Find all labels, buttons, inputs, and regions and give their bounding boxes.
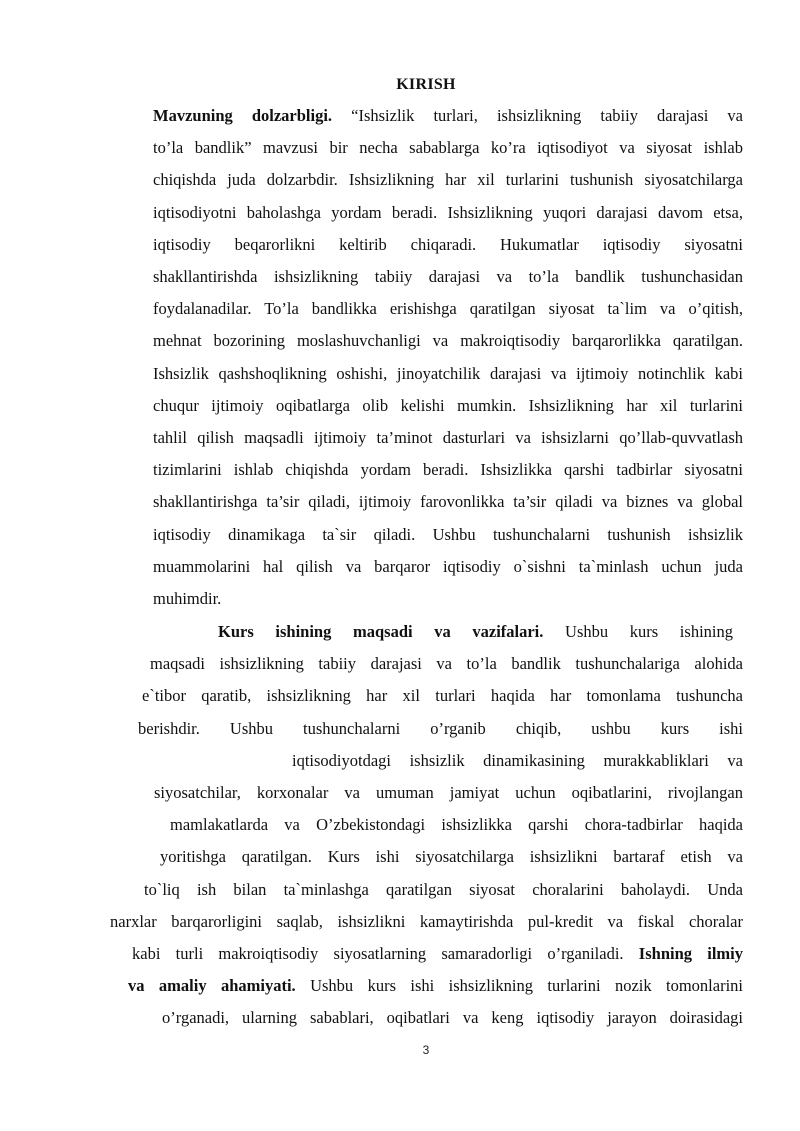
text-line: berishdir. Ushbu tushunchalarni o’rganib chiqib, ushbu kurs ishi — [138, 718, 743, 738]
text-line: Mavzuning dolzarbligi. “Ishsizlik turlari, ishsizlikning tabiiy darajasi va — [153, 106, 743, 125]
paragraph-goals — [110, 616, 743, 1035]
text-line: narxlar barqarorligini saqlab, ishsizlikni kamaytirishda pul-kredit va fiskal choralar — [110, 911, 743, 931]
text-line: tahlil qilish maqsadli ijtimoiy ta’minot dasturlari va ishsizlarni qo’llab-quvvatlash — [153, 428, 743, 448]
page-heading: KIRISH — [396, 76, 456, 93]
paragraph-relevance — [117, 100, 743, 615]
text-line: maqsadi ishsizlikning tabiiy darajasi va to’la bandlik tushunchalariga alohida — [150, 654, 743, 674]
page-number: 3 — [422, 1043, 430, 1057]
text-line: va amaliy ahamiyati. Ushbu kurs ishi ishsizlikning turlarini nozik tomonlarini — [128, 976, 743, 996]
text-line: o’rganadi, ularning sabablari, oqibatlari va keng iqtisodiy jarayon doirasidagi — [162, 1008, 743, 1028]
section-title-significance-cont: va amaliy ahamiyati. — [128, 976, 296, 996]
text-line: e`tibor qaratib, ishsizlikning har xil turlari haqida har tomonlama tushuncha — [142, 686, 743, 706]
text-line: iqtisodiy beqarorlikni keltirib chiqaradi. Hukumatlar iqtisodiy siyosatni — [153, 234, 743, 254]
text-line: yoritishga qaratilgan. Kurs ishi siyosatchilarga ishsizlikni bartaraf etish va — [160, 847, 743, 867]
text-line: Kurs ishining maqsadi va vazifalari. Ushbu kurs ishining — [218, 622, 733, 641]
text-line: iqtisodiyotni baholashga yordam beradi. Ishsizlikning yuqori darajasi davom etsa, — [153, 202, 743, 222]
text-line: shakllantirishga ta’sir qiladi, ijtimoiy farovonlikka ta’sir qiladi va biznes va global — [153, 492, 743, 512]
text-line: to’la bandlik” mavzusi bir necha sabablarga ko’ra iqtisodiyot va siyosat ishlab — [153, 138, 743, 158]
text-line: chuqur ijtimoiy oqibatlarga olib kelishi mumkin. Ishsizlikning har xil turlarini — [153, 395, 743, 415]
text-line: Ishsizlik qashshoqlikning oshishi, jinoyatchilik darajasi va ijtimoiy notinchlik kabi — [153, 363, 743, 383]
text-line: muammolarini hal qilish va barqaror iqtisodiy o`sishni ta`minlash uchun juda — [153, 556, 743, 576]
text-line: iqtisodiyotdagi ishsizlik dinamikasining murakkabliklari va — [292, 750, 743, 770]
section-title-significance: Ishning ilmiy — [638, 944, 743, 964]
text-line: chiqishda juda dolzarbdir. Ishsizlikning har xil turlarini tushunish siyosatchilarga — [153, 170, 743, 190]
text-line: tizimlarini ishlab chiqishda yordam beradi. Ishsizlikka qarshi tadbirlar siyosatni — [153, 460, 743, 480]
text-line: iqtisodiy dinamikaga ta`sir qiladi. Ushbu tushunchalarni tushunish ishsizlik — [153, 524, 743, 544]
text-line: mamlakatlarda va O’zbekistondagi ishsizlikka qarshi chora-tadbirlar haqida — [170, 815, 743, 835]
text-line: muhimdir. — [153, 589, 222, 609]
section-title-goals: Kurs ishining maqsadi va vazifalari. — [218, 622, 544, 641]
text-line: shakllantirishda ishsizlikning tabiiy darajasi va to’la bandlik tushunchasidan — [153, 267, 743, 287]
text-line: foydalanadilar. To’la bandlikka erishishga qaratilgan siyosat ta`lim va o’qitish, — [153, 299, 743, 319]
text-line: to`liq ish bilan ta`minlashga qaratilgan siyosat choralarini baholaydi. Unda — [144, 879, 743, 899]
section-title-relevance: Mavzuning dolzarbligi. — [153, 106, 333, 125]
text-line: mehnat bozorining moslashuvchanligi va makroiqtisodiy barqarorlikka qaratilgan. — [153, 331, 743, 351]
text-line: siyosatchilar, korxonalar va umuman jamiyat uchun oqibatlarini, rivojlangan — [154, 783, 743, 803]
text-line: kabi turli makroiqtisodiy siyosatlarning samaradorligi o’rganiladi. Ishning ilmiy — [132, 944, 743, 964]
